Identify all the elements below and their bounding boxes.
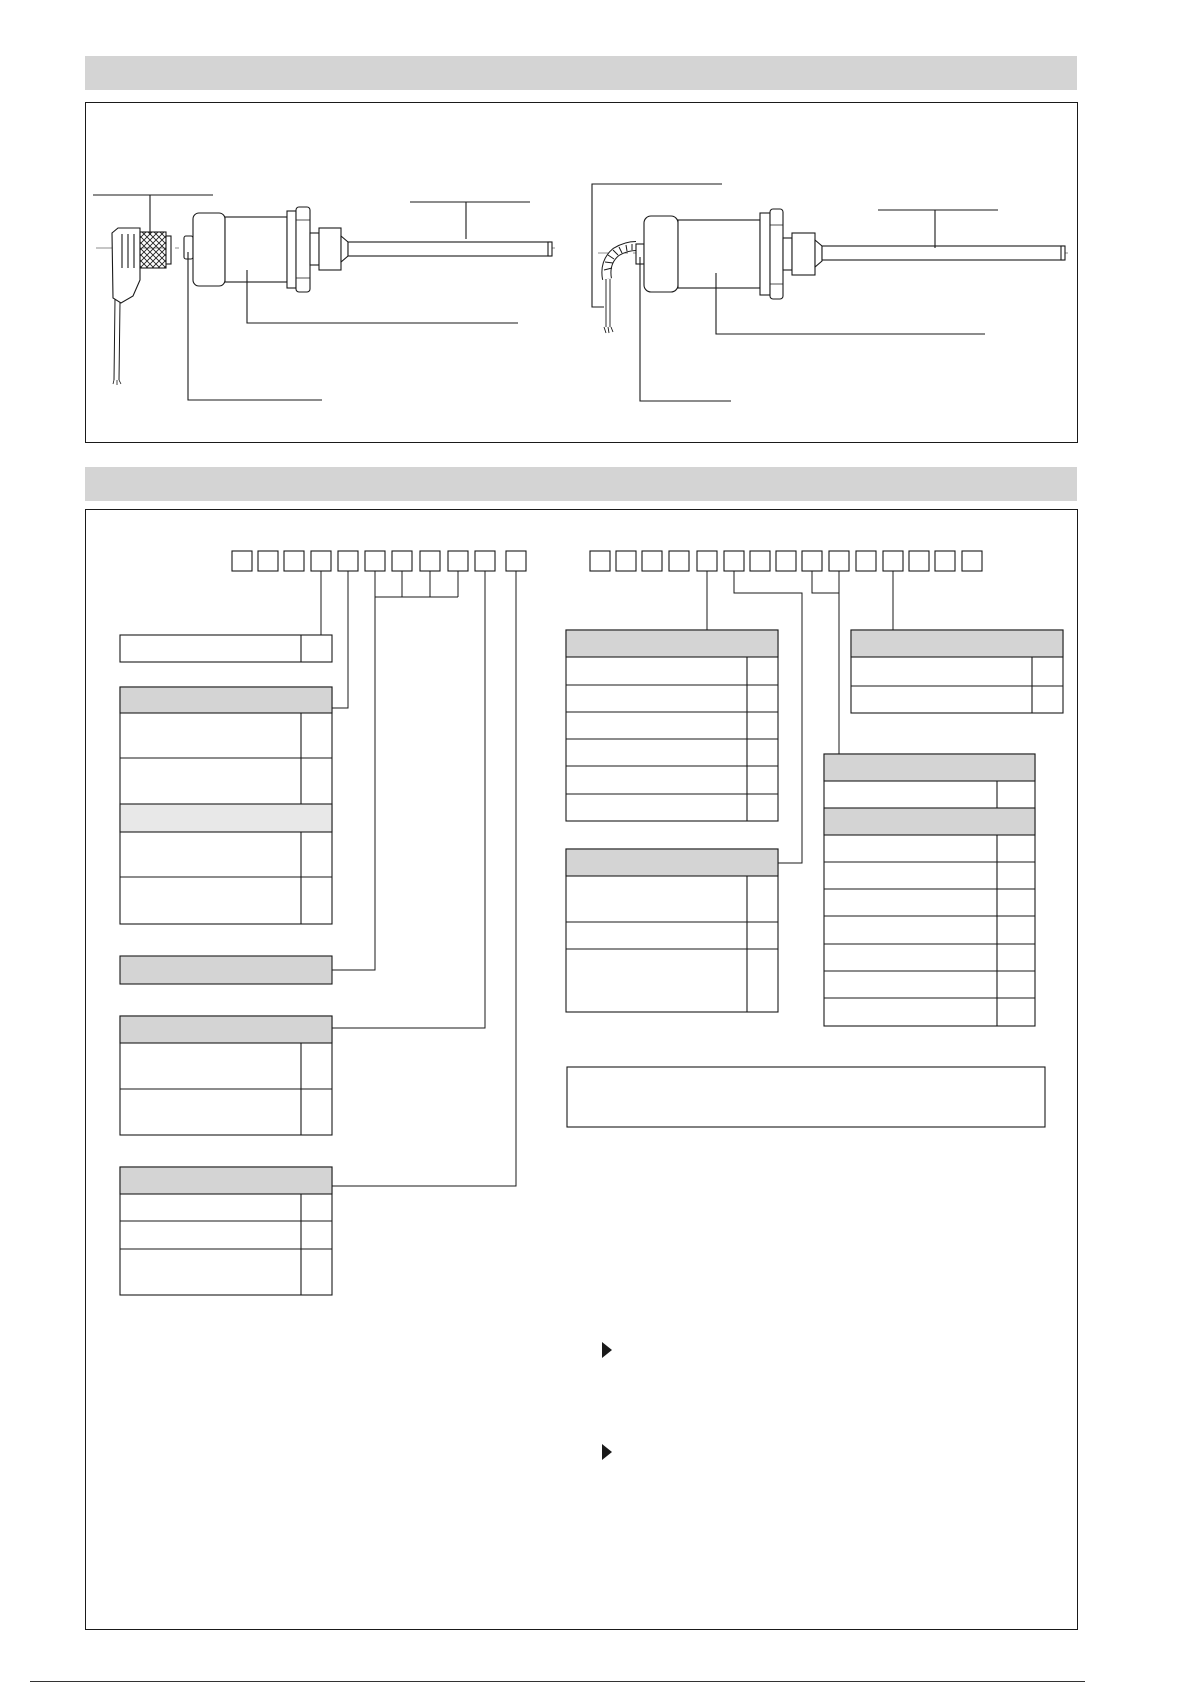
sensor-drawing-cable-version <box>592 184 1068 401</box>
note-box <box>567 1067 1045 1127</box>
sensor-drawing-connector-version <box>93 195 555 400</box>
option-table-2 <box>120 687 332 924</box>
option-table-1 <box>120 635 332 662</box>
option-table-5 <box>120 1167 332 1295</box>
arrow-right-icon <box>602 1444 612 1460</box>
option-table-9 <box>824 754 1035 1026</box>
option-table-3 <box>120 956 332 984</box>
order-code-boxes-left <box>232 551 526 571</box>
option-table-6 <box>566 630 778 821</box>
option-table-8 <box>851 630 1063 713</box>
option-table-4 <box>120 1016 332 1135</box>
arrow-right-icon <box>602 1342 612 1358</box>
option-table-7 <box>566 849 778 1012</box>
order-code-boxes-right <box>590 551 982 571</box>
footer-rule <box>30 1681 1085 1682</box>
